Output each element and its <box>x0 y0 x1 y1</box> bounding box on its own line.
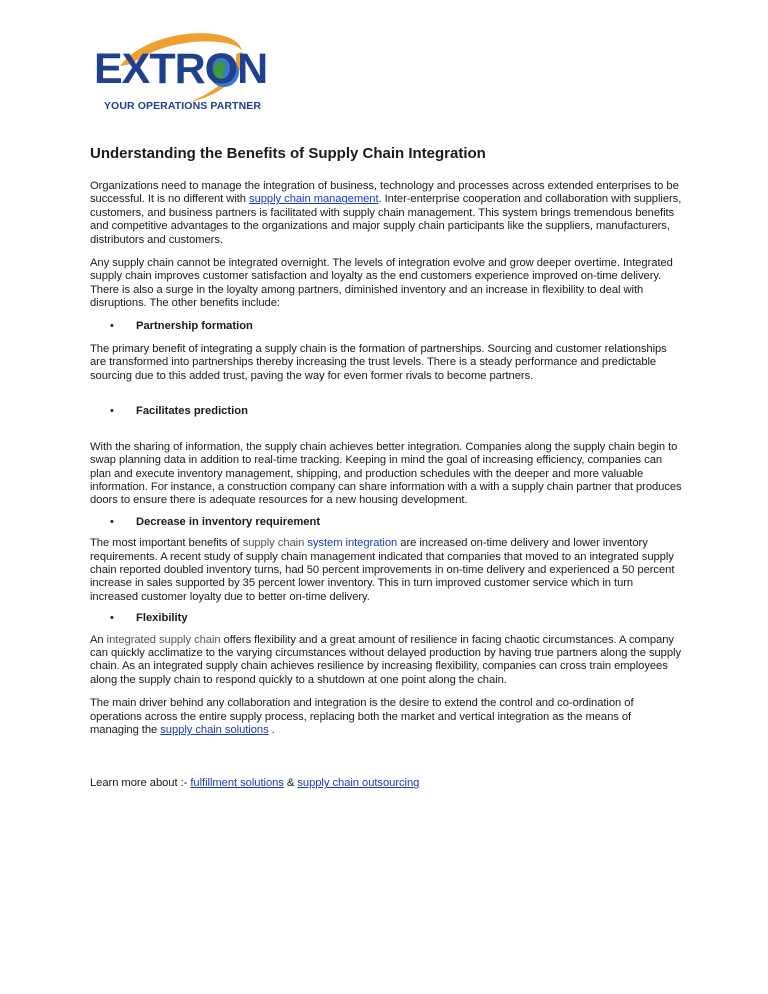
company-logo <box>90 30 280 126</box>
flexibility-gray-term: integrated supply chain <box>106 633 221 646</box>
intro-text-2: . Inter-enterprise cooperation and collaboration with suppliers, customers, and business partners is facilitated with supply chain management. This system brings tremendous benefits and competitive advantages to the organizations and major supply chain participants like the suppliers, manufacturers, distributors and customers. <box>90 193 682 246</box>
bullet-heading: Flexibility <box>136 612 188 625</box>
learn-more-amp: & <box>283 777 298 790</box>
bullet-heading: Partnership formation <box>136 319 253 332</box>
intro-paragraph <box>90 180 682 247</box>
link-supply-chain-solutions[interactable]: supply chain solutions <box>160 724 269 736</box>
flexibility-text-1: An <box>90 633 107 646</box>
paragraph-partnership: The primary benefit of integrating a supply chain is the formation of partnerships. Sourcing and customer relationships are transformed into partnerships thereby increasing the trust levels. There is a steady performance and predictable sourcing due to this added trust, paving the way for even former rivals to become partners. <box>90 343 667 382</box>
inventory-text-1: The most important benefits of <box>90 537 243 550</box>
closing-text-2: . <box>268 724 275 736</box>
bullet-inventory <box>90 516 682 529</box>
bullet-dot: • <box>110 612 114 625</box>
logo-tagline: YOUR OPERATIONS PARTNER <box>103 100 262 112</box>
bullet-dot: • <box>110 405 114 418</box>
paragraph-closing <box>90 697 682 737</box>
article <box>90 145 682 801</box>
link-system-integration[interactable]: system integration <box>307 537 398 550</box>
paragraph-flexibility <box>90 634 682 688</box>
intro-text-1: Organizations need to manage the integration of business, technology and processes across extended enterprises to be successful. It is no different with <box>90 180 679 206</box>
inventory-gray-term: supply chain <box>242 537 305 550</box>
link-supply-chain-outsourcing[interactable]: supply chain outsourcing <box>297 777 420 790</box>
bullet-partnership <box>90 320 682 333</box>
bullet-dot: • <box>110 515 114 528</box>
learn-more-line <box>90 777 682 790</box>
inventory-text-2: are increased on-time delivery and lower inventory requirements. A recent study of supply chain management indicated that companies that moved to an integrated supply chain reported doubled inventory turns, had 50 percent improvements in on-time delivery and experienced a 50 percent increase in sales supported by 35 percent lower inventory. This in turn improved customer service which in turn increased customer loyalty due to better on-time delivery. <box>90 537 675 603</box>
paragraph-inventory <box>90 537 682 604</box>
flexibility-text-2: offers flexibility and a great amount of resilience in facing chaotic circumstances. A company can quickly acclimatize to the varying circumstances without delayed production by having true partners along the supply chain. As an integrated supply chain achieves resilience by increasing flexibility, companies can cross train employees along the supply chain to respond quickly to a shutdown at one point along the chain. <box>90 633 681 686</box>
paragraph-prediction: With the sharing of information, the supply chain achieves better integration. Companies along the supply chain begin to swap planning data in addition to real-time tracking. Keeping in mind the goal of increasing efficiency, companies can plan and execute inventory management, shipping, and production schedules with the deeper and more valuable information. For instance, a construction company can share information with a with a supply chain partner that produces doors to ensure there is adequate resources for a new housing development. <box>90 440 682 507</box>
link-fulfillment-solutions[interactable]: fulfillment solutions <box>190 777 284 790</box>
learn-more-label: Learn more about :- <box>90 777 191 790</box>
bullet-prediction <box>90 405 682 418</box>
bullet-dot: • <box>110 319 114 332</box>
bullet-heading: Decrease in inventory requirement <box>136 515 321 528</box>
link-supply-chain-management[interactable]: supply chain management <box>249 193 379 206</box>
closing-text-1: The main driver behind any collaboration and integration is the desire to extend the control and co-ordination of operations across the entire supply process, replacing both the market and vertical integration as the means of managing the <box>90 697 634 736</box>
paragraph-overview: Any supply chain cannot be integrated overnight. The levels of integration evolve and grow deeper overtime. Integrated supply chain improves customer satisfaction and loyalty as the end customers experience improved on-time delivery. There is also a surge in the loyalty among partners, diminished inventory and an increase in flexibility to deal with disruptions. The other benefits include: <box>90 257 673 310</box>
bullet-flexibility <box>90 612 682 625</box>
logo-wordmark: EXTRON <box>94 45 268 93</box>
page-title: Understanding the Benefits of Supply Chain Integration <box>90 145 486 162</box>
bullet-heading: Facilitates prediction <box>136 405 248 418</box>
